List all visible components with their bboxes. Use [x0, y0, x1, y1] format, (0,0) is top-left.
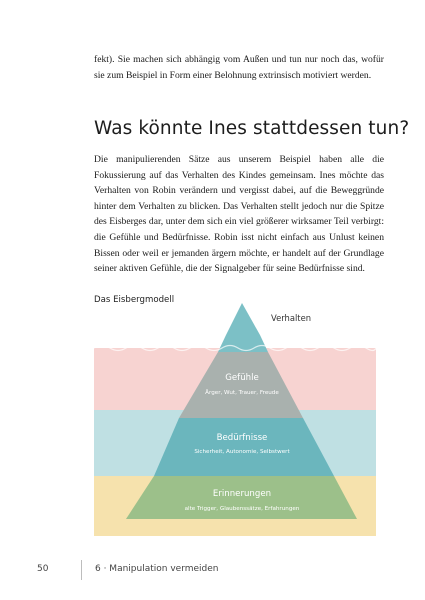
layer-name-beduerfnisse: Bedürfnisse [216, 433, 268, 443]
body-paragraph: Die manipulierenden Sätze aus unserem Beispiel haben alle die Fokussierung auf das Verhalten des Kindes gemeinsam. Ines möchte das Verhalten von Robin verändern und vergisst dabei, auf die Beweggründe hinter dem Verhalten zu blicken. Das Verhalten stellt jedoch nur die Spitze des Eisberges dar, unter dem sich ein viel größerer wirksamer Teil verbirgt: die Gefühle und Bedürfnisse. Robin isst nicht einfach aus Unlust keinen Bissen oder weil er jemanden ärgern möchte, er handelt auf der Grundlage seiner aktiven Gefühle, die der Signalgeber für seine Bedürfnisse sind. [94, 154, 384, 275]
layer-examples-gefuehle: Ärger, Wut, Trauer, Freude [205, 390, 279, 396]
page-number: 50 [37, 564, 49, 574]
section-heading: Was könnte Ines stattdessen tun? [94, 118, 410, 139]
figure-title: Das Eisbergmodell [94, 295, 175, 305]
iceberg-tip [226, 303, 260, 335]
running-footer: 6 · Manipulation vermeiden [95, 564, 219, 574]
intro-paragraph: fekt). Sie machen sich abhängig vom Außen und tun nur noch das, wofür sie zum Beispiel in Form einer Belohnung extrinsisch motiviert werden. [94, 54, 384, 81]
tip-label: Verhalten [271, 313, 312, 323]
layer-examples-beduerfnisse: Sicherheit, Autonomie, Selbstwert [194, 449, 290, 455]
layer-examples-erinnerungen: alte Trigger, Glaubenssätze, Erfahrungen [184, 506, 300, 512]
footer-divider [81, 560, 82, 580]
iceberg-tip-body [218, 335, 268, 352]
layer-name-gefuehle: Gefühle [225, 373, 259, 383]
iceberg-layer-beduerfnisse [154, 418, 334, 476]
layer-name-erinnerungen: Erinnerungen [212, 489, 272, 499]
